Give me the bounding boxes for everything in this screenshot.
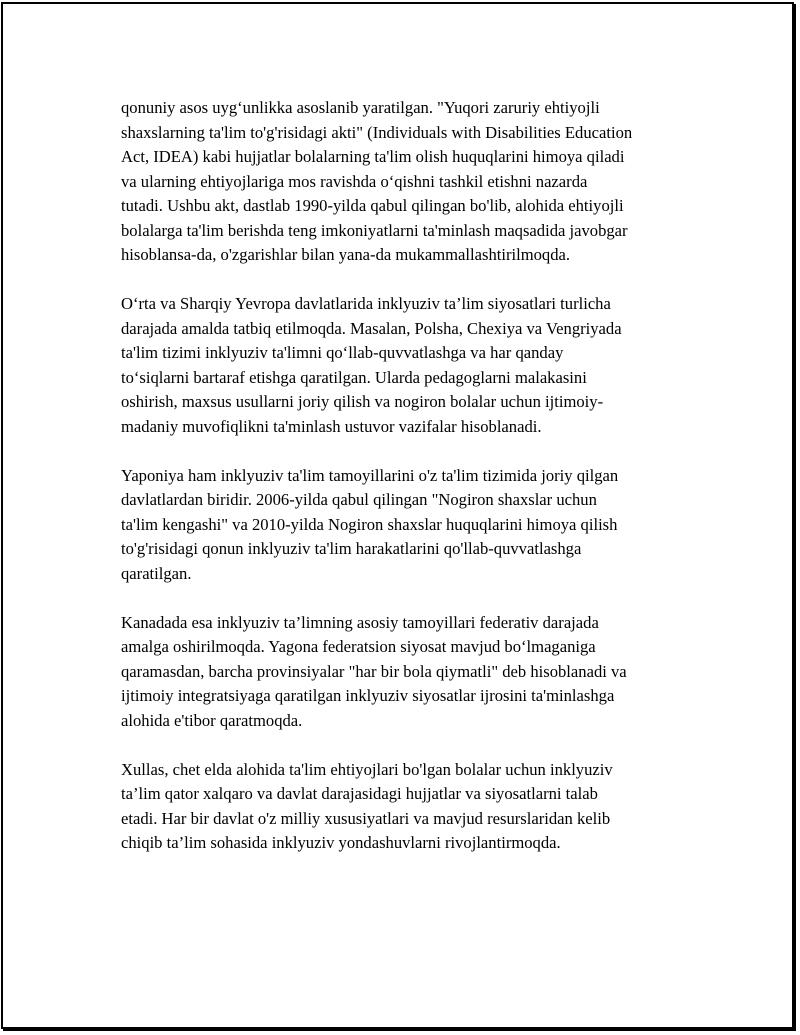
paragraph-japan xyxy=(121,464,691,587)
text-line: darajada amalda tatbiq etilmoqda. Masalan, Polsha, Chexiya va Vengriyada xyxy=(121,318,622,338)
paragraph-idea-act xyxy=(121,96,691,268)
text-line: ijtimoiy integratsiyaga qaratilgan inklyuziv siyosatlar ijrosini ta'minlashga xyxy=(121,686,615,705)
paragraph-canada xyxy=(121,611,691,734)
text-line: qaratilgan. xyxy=(121,563,192,583)
text-line: to‘siqlarni bartaraf etishga qaratilgan. Ularda pedagoglarni malakasini xyxy=(121,367,587,387)
text-line: hisoblansa-da, o'zgarishlar bilan yana-da mukammallashtirilmoqda. xyxy=(121,245,571,264)
text-line: bolalarga ta'lim berishda teng imkoniyatlarni ta'minlash maqsadida javobgar xyxy=(121,220,628,240)
text-line: davlatlardan biridir. 2006-yilda qabul qilingan "Nogiron shaxslar uchun xyxy=(121,490,597,509)
text-line: O‘rta va Sharqiy Yevropa davlatlarida inklyuziv ta’lim siyosatlari turlicha xyxy=(121,294,611,313)
text-line: madaniy muvofiqlikni ta'minlash ustuvor vazifalar hisoblanadi. xyxy=(121,416,542,436)
text-line: oshirish, maxsus usullarni joriy qilish va nogiron bolalar uchun ijtimoiy- xyxy=(121,392,604,411)
text-line: qaramasdan, barcha provinsiyalar "har bir bola qiymatli" deb hisoblanadi va xyxy=(121,661,627,681)
text-line: Act, IDEA) kabi hujjatlar bolalarning ta'lim olish huquqlarini himoya qiladi xyxy=(121,147,625,166)
paragraph-eastern-europe xyxy=(121,292,691,439)
text-line: qonuniy asos uyg‘unlikka asoslanib yaratilgan. "Yuqori zaruriy ehtiyojli xyxy=(121,98,600,117)
text-line: ta’lim qator xalqaro va davlat darajasidagi hujjatlar va siyosatlarni talab xyxy=(121,784,598,803)
text-line: amalga oshirilmoqda. Yagona federatsion siyosat mavjud bo‘lmaganiga xyxy=(121,637,596,656)
text-line: alohida e'tibor qaratmoqda. xyxy=(121,710,303,730)
text-line: ta'lim tizimi inklyuziv ta'limni qo‘llab-quvvatlashga va har qanday xyxy=(121,343,564,362)
document-page xyxy=(1,2,794,1029)
text-line: va ularning ehtiyojlariga mos ravishda o‘qishni tashkil etishni nazarda xyxy=(121,171,588,191)
paragraph-conclusion xyxy=(121,758,691,856)
text-line: to'g'risidagi qonun inklyuziv ta'lim harakatlarini qo'llab-quvvatlashga xyxy=(121,539,582,558)
document-body xyxy=(121,96,691,880)
text-line: tutadi. Ushbu akt, dastlab 1990-yilda qabul qilingan bo'lib, alohida ehtiyojli xyxy=(121,196,624,215)
text-line: Xullas, chet elda alohida ta'lim ehtiyojlari bo'lgan bolalar uchun inklyuziv xyxy=(121,759,613,779)
text-line: etadi. Har bir davlat o'z milliy xususiyatlari va mavjud resurslaridan kelib xyxy=(121,808,611,828)
text-line: ta'lim kengashi" va 2010-yilda Nogiron shaxslar huquqlarini himoya qilish xyxy=(121,514,618,534)
text-line: Yaponiya ham inklyuziv ta'lim tamoyillarini o'z ta'lim tizimida joriy qilgan xyxy=(121,465,619,485)
text-line: Kanadada esa inklyuziv ta’limning asosiy tamoyillari federativ darajada xyxy=(121,612,599,632)
text-line: chiqib ta’lim sohasida inklyuziv yondashuvlarni rivojlantirmoqda. xyxy=(121,833,561,852)
text-line: shaxslarning ta'lim to'g'risidagi akti" (Individuals with Disabilities Education xyxy=(121,122,633,142)
